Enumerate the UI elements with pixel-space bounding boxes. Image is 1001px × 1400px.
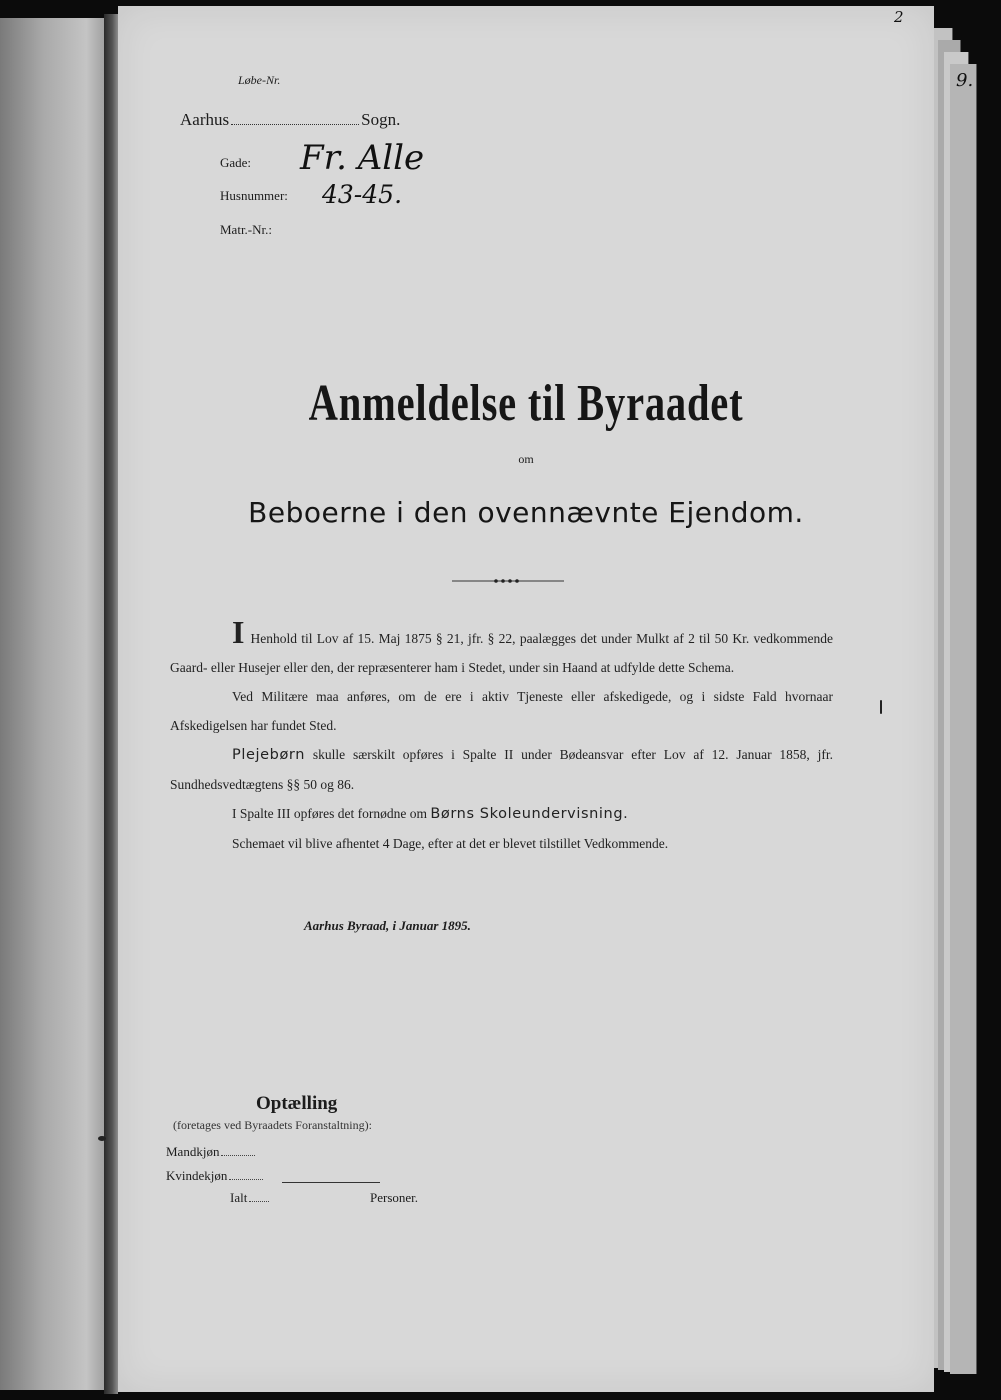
dotted-fill xyxy=(249,1201,269,1202)
ornament-divider xyxy=(452,579,564,583)
left-facing-page xyxy=(0,18,108,1390)
instruction-paragraph: Plejebørn skulle særskilt opføres i Spalte II under Bødeansvar efter Lov af 12. Januar 1858, jfr. Sundhedsvedtægtens §§ 50 og 86. xyxy=(170,747,834,792)
kvindekjon-row: Kvindekjøn xyxy=(166,1168,263,1184)
ialt-row: Ialt xyxy=(230,1190,269,1206)
husnummer-handwritten-value: 43-45. xyxy=(322,180,403,209)
document-title: Anmeldelse til Byraadet xyxy=(308,375,744,432)
page-number-top: 2 xyxy=(894,8,904,26)
dotted-fill xyxy=(221,1155,255,1156)
gade-label: Gade: xyxy=(220,155,252,170)
gade-handwritten-value: Fr. Alle xyxy=(300,138,425,178)
dotted-fill xyxy=(229,1179,263,1180)
husnummer-label: Husnummer: xyxy=(220,188,288,203)
page-number-right: 9. xyxy=(956,70,974,91)
signature-line: Aarhus Byraad, i Januar 1895. xyxy=(304,918,471,933)
instruction-paragraph: I Spalte III opføres det fornødne om Børns Skoleundervisning. xyxy=(232,806,629,822)
personer-label: Personer. xyxy=(370,1190,419,1205)
instruction-paragraph: Ved Militære maa anføres, om de ere i aktiv Tjeneste eller afskedigede, og i sidste Fald hvornaar Afskedigelsen har fundet Sted. xyxy=(170,689,833,733)
parish-city: Aarhus xyxy=(180,110,230,129)
parish-suffix: Sogn. xyxy=(361,110,401,129)
parish-line xyxy=(180,110,400,130)
instruction-paragraph: I Henhold til Lov af 15. Maj 1875 § 21, jfr. § 22, paalægges det under Mulkt af 2 til 50 Kr. vedkommende Gaard- eller Husejer eller den, der repræsenterer ham i Stedet, under sin Haand at udfylde dette Schema. xyxy=(170,614,833,675)
drop-cap: I xyxy=(232,614,245,650)
loebe-nr-label: Løbe-Nr. xyxy=(238,73,281,87)
count-title: Optælling xyxy=(256,1093,338,1114)
book-gutter xyxy=(104,14,118,1394)
instructions-text xyxy=(170,614,834,858)
dotted-fill xyxy=(231,124,359,125)
count-subtitle: (foretages ved Byraadets Foranstaltning): xyxy=(173,1118,372,1132)
matr-nr-label: Matr.-Nr.: xyxy=(220,222,272,237)
document-subtitle: Beboerne i den ovennævnte Ejendom. xyxy=(248,496,804,529)
sum-line xyxy=(282,1182,380,1183)
instruction-paragraph: Schemaet vil blive afhentet 4 Dage, efter at det er blevet tilstillet Vedkommende. xyxy=(232,836,669,851)
page-edge xyxy=(950,64,977,1374)
mandkjon-row: Mandkjøn xyxy=(166,1144,255,1160)
title-connector: om xyxy=(518,452,534,466)
